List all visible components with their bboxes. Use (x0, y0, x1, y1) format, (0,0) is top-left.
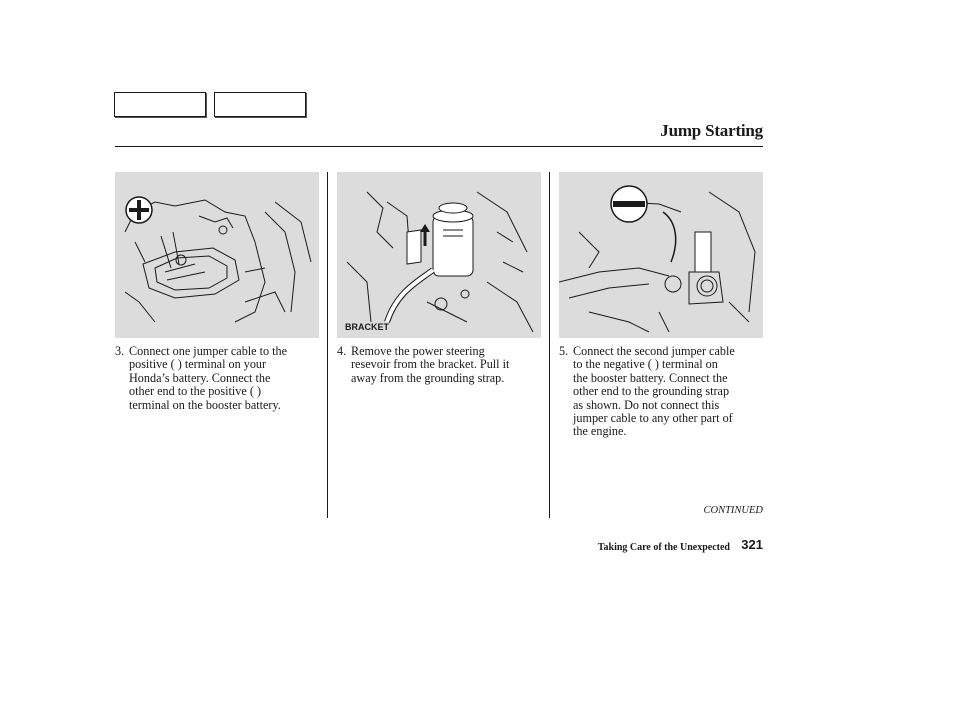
reservoir-illustration (337, 172, 541, 338)
step-line: Connect one jumper cable to the (129, 344, 288, 358)
figure-steering-reservoir (337, 172, 541, 338)
page-title: Jump Starting (660, 121, 763, 140)
minus-icon (611, 186, 647, 222)
step-number: 4. (337, 344, 347, 358)
step-line: Connect the second jumper cable (573, 344, 735, 358)
bracket-label: BRACKET (345, 322, 389, 332)
step-line: terminal on the booster battery. (129, 397, 281, 412)
step-line: as shown. Do not connect this (573, 397, 720, 412)
step-line: the engine. (573, 424, 627, 439)
step-line: away from the grounding strap. (351, 370, 505, 385)
step-line: Honda’s battery. Connect the (129, 370, 271, 385)
step-line: positive ( ) terminal on your (129, 357, 267, 372)
column-divider-2 (549, 172, 550, 518)
step-number: 3. (115, 344, 125, 358)
page-number: 321 (741, 537, 763, 552)
continued-label: CONTINUED (703, 505, 763, 516)
step-line: resevoir from the bracket. Pull it (351, 357, 510, 372)
step-line: Remove the power steering (351, 344, 485, 358)
step-line: jumper cable to any other part of (573, 411, 733, 426)
step-line: the booster battery. Connect the (573, 370, 728, 385)
step-line: to the negative ( ) terminal on (573, 357, 718, 372)
footer-section-title: Taking Care of the Unexpected (597, 542, 730, 553)
figure-battery-positive (115, 172, 319, 338)
figure-grounding-strap (559, 172, 763, 338)
nav-tab-1[interactable] (114, 92, 206, 117)
column-divider-1 (327, 172, 328, 518)
battery-illustration (115, 172, 319, 338)
grounding-illustration (559, 172, 763, 338)
nav-tab-2[interactable] (214, 92, 306, 117)
step-number: 5. (559, 344, 569, 358)
step-line: other end to the grounding strap (573, 384, 730, 399)
title-rule (115, 146, 763, 147)
plus-icon (126, 197, 152, 223)
step-line: other end to the positive ( ) (129, 384, 261, 399)
